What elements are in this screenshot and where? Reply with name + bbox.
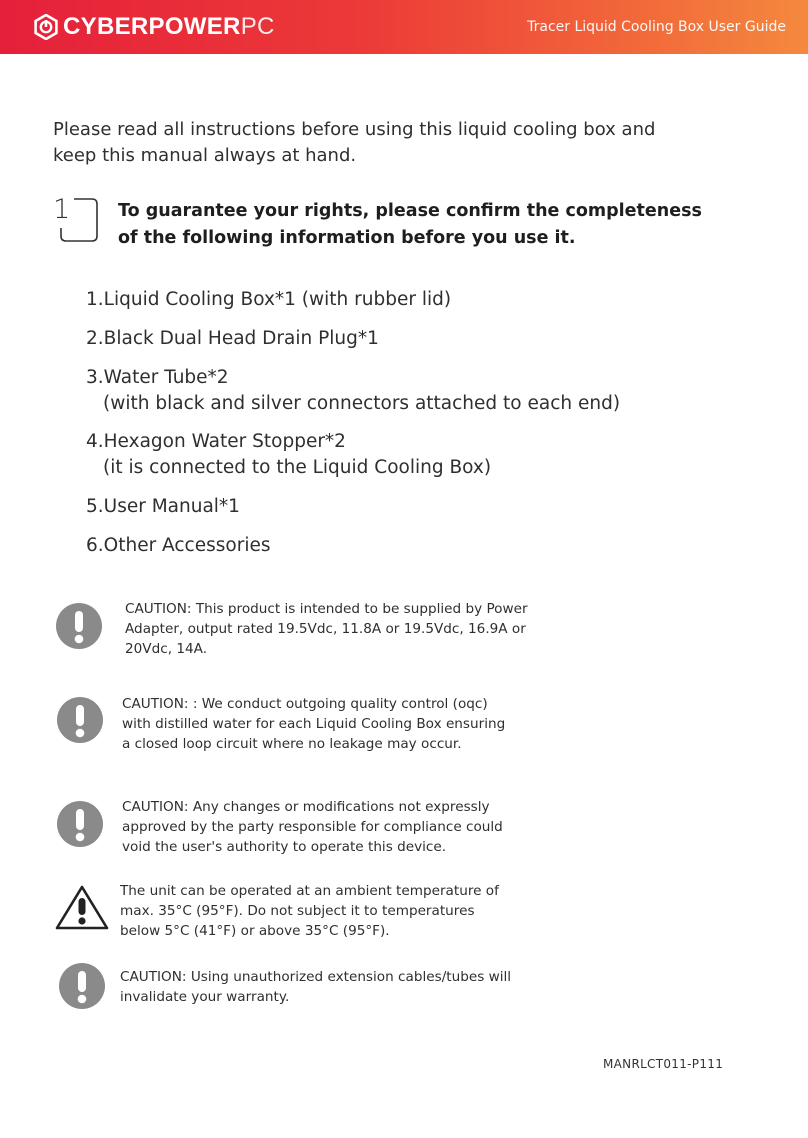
exclamation-circle-icon [55, 602, 103, 650]
intro-paragraph [53, 117, 753, 169]
header-bar [0, 0, 808, 54]
list-item [86, 533, 620, 559]
brand-name [63, 12, 275, 42]
brand-name-light: PC [240, 13, 275, 40]
caution-line: invalidate your warranty. [120, 989, 290, 1005]
list-item-text: 4.Hexagon Water Stopper*2 [86, 431, 346, 452]
step-number-icon [52, 192, 102, 244]
caution-line: max. 35°C (95°F). Do not subject it to temperatures [120, 903, 475, 919]
exclamation-circle-icon [56, 800, 104, 848]
caution-line: with distilled water for each Liquid Cooling Box ensuring [122, 716, 506, 732]
intro-line-2: keep this manual always at hand. [53, 145, 357, 166]
exclamation-circle-icon [56, 696, 104, 744]
warning-triangle-icon [54, 884, 110, 932]
list-item-text: 6.Other Accessories [86, 535, 271, 556]
caution-text [122, 797, 503, 857]
caution-line: CAUTION: This product is intended to be supplied by Power [125, 601, 528, 617]
caution-line: 20Vdc, 14A. [125, 641, 208, 657]
caution-text [122, 694, 505, 754]
caution-line: void the user's authority to operate this device. [122, 839, 447, 855]
document-code: MANRLCT011-P111 [603, 1057, 724, 1071]
list-item [86, 326, 620, 352]
caution-line: CAUTION: Any changes or modifications not expressly [122, 799, 490, 815]
list-item-text: 5.User Manual*1 [86, 496, 240, 517]
list-item-text: 3.Water Tube*2 [86, 367, 229, 388]
caution-line: CAUTION: : We conduct outgoing quality control (oqc) [122, 696, 488, 712]
caution-line: CAUTION: Using unauthorized extension cables/tubes will [120, 969, 512, 985]
list-item-text: 2.Black Dual Head Drain Plug*1 [86, 328, 379, 349]
step-heading [118, 198, 758, 252]
brand-name-bold: CYBERPOWER [63, 13, 241, 40]
caution-text [120, 967, 511, 1007]
document-title: Tracer Liquid Cooling Box User Guide [527, 19, 786, 35]
brand-logo [33, 12, 275, 42]
cyberpower-logo-icon [33, 14, 59, 40]
list-item-subtext: (with black and silver connectors attached to each end) [103, 393, 621, 414]
caution-line: The unit can be operated at an ambient temperature of [120, 883, 499, 899]
caution-line: a closed loop circuit where no leakage may occur. [122, 736, 462, 752]
intro-line-1: Please read all instructions before using this liquid cooling box and [53, 119, 656, 140]
step-heading-line-1: To guarantee your rights, please confirm the completeness [118, 201, 702, 221]
exclamation-circle-icon [58, 962, 106, 1010]
step-number: 1 [53, 194, 71, 225]
list-item [86, 429, 620, 481]
caution-text [120, 881, 499, 941]
caution-text [125, 599, 528, 659]
list-item-text: 1.Liquid Cooling Box*1 (with rubber lid) [86, 289, 452, 310]
list-item [86, 494, 620, 520]
list-item [86, 287, 620, 313]
list-item [86, 365, 620, 417]
caution-line: below 5°C (41°F) or above 35°C (95°F). [120, 923, 390, 939]
contents-list [86, 287, 620, 559]
caution-line: Adapter, output rated 19.5Vdc, 11.8A or 19.5Vdc, 16.9A or [125, 621, 526, 637]
caution-line: approved by the party responsible for compliance could [122, 819, 503, 835]
step-heading-line-2: of the following information before you use it. [118, 228, 576, 248]
list-item-subtext: (it is connected to the Liquid Cooling Box) [103, 457, 492, 478]
